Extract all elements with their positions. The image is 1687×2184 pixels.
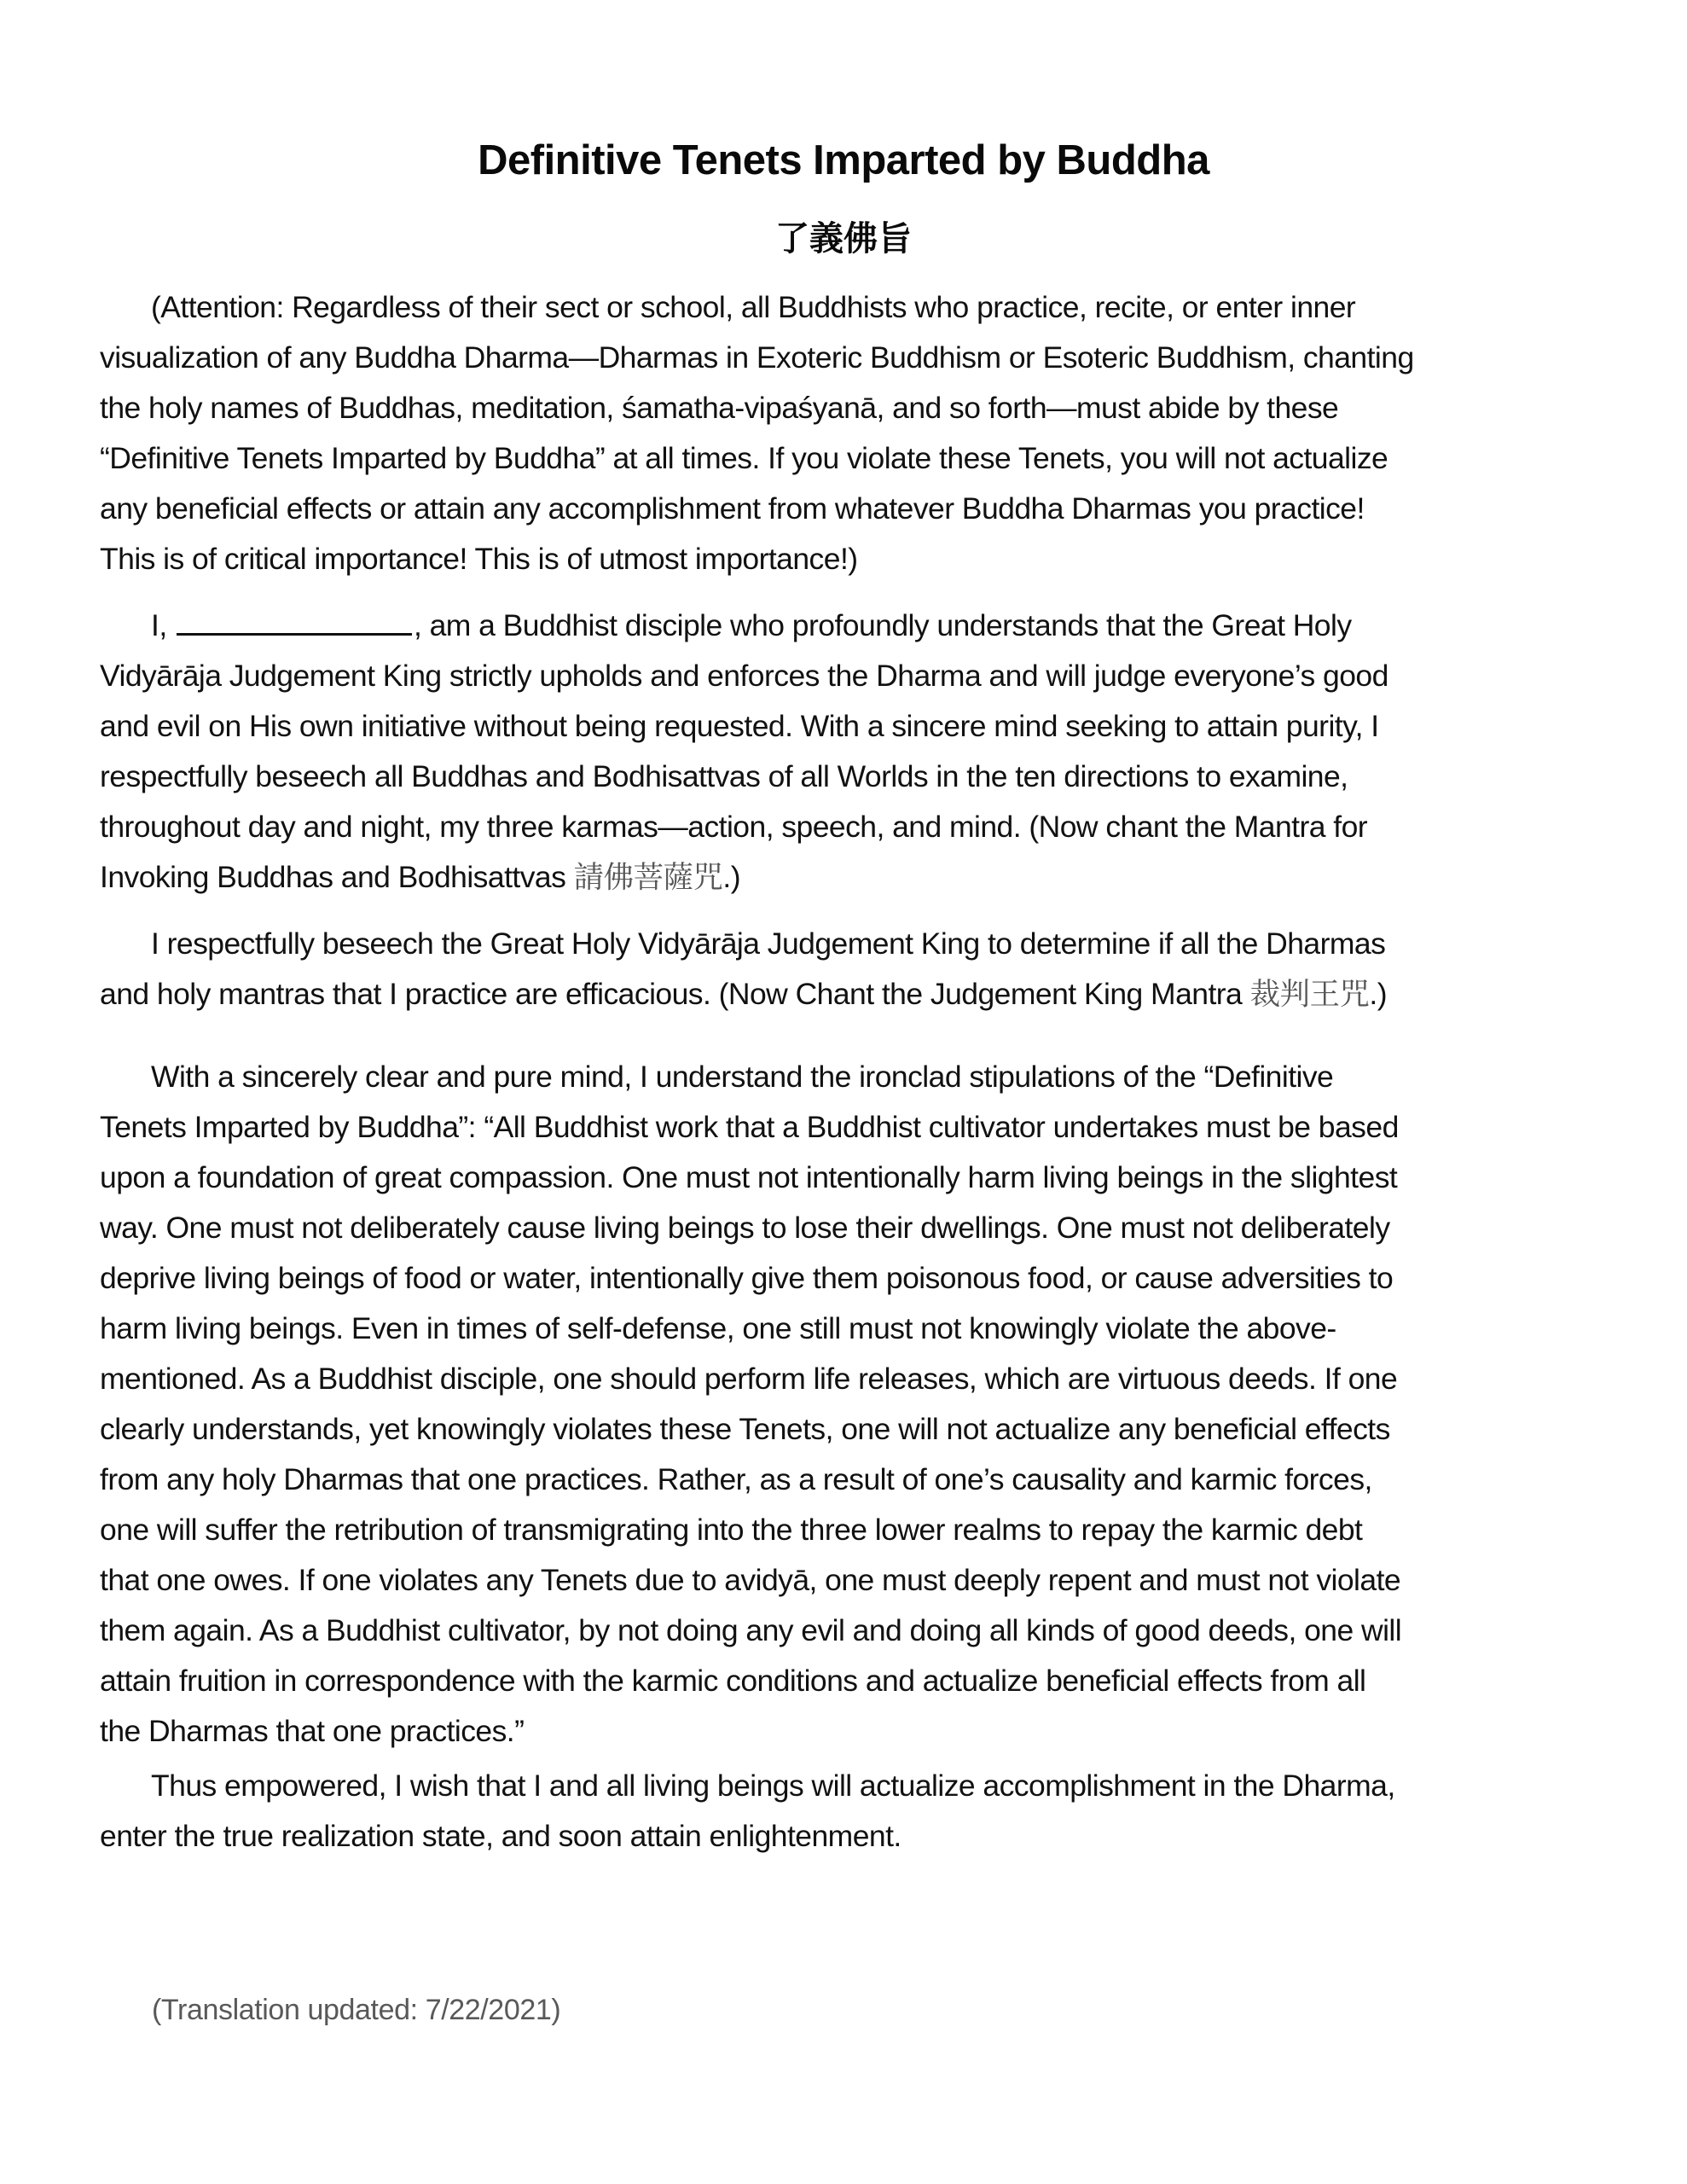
paragraph-stipulations [100, 1052, 1584, 1757]
text-line: Tenets Imparted by Buddha”: “All Buddhist work that a Buddhist cultivator undertakes must be based [100, 1110, 1399, 1144]
text-line: any beneficial effects or attain any accomplishment from whatever Buddha Dharmas you practice! [100, 491, 1365, 526]
translation-updated-note: (Translation updated: 7/22/2021) [152, 1994, 561, 2026]
document-title: Definitive Tenets Imparted by Buddha [478, 137, 1209, 183]
text-line: clearly understands, yet knowingly violates these Tenets, one will not actualize any beneficial effects [100, 1412, 1390, 1446]
text-line: Thus empowered, I wish that I and all living beings will actualize accomplishment in the Dharma, [151, 1769, 1395, 1803]
text-line: enter the true realization state, and soon attain enlightenment. [100, 1819, 901, 1853]
paragraph-beseech [100, 919, 1584, 1019]
text-line: one will suffer the retribution of transmigrating into the three lower realms to repay the karmic debt [100, 1513, 1363, 1547]
document-subtitle-cjk: 了義佛旨 [775, 220, 912, 258]
text-line: harm living beings. Even in times of self-defense, one still must not knowingly violate the above- [100, 1311, 1336, 1345]
text-line [100, 969, 1584, 1019]
text-line: This is of critical importance! This is of utmost importance!) [100, 542, 858, 576]
closing-punctuation: .) [722, 860, 740, 894]
text-line: them again. As a Buddhist cultivator, by not doing any evil and doing all kinds of good deeds, one will [100, 1613, 1402, 1647]
text-line: the Dharmas that one practices.” [100, 1714, 525, 1748]
text-line: deprive living beings of food or water, intentionally give them poisonous food, or cause adversities to [100, 1261, 1394, 1295]
mantra-instruction-text: Invoking Buddhas and Bodhisattvas [100, 860, 574, 894]
text-line: throughout day and night, my three karmas—action, speech, and mind. (Now chant the Mantra for [100, 810, 1368, 844]
text-line: “Definitive Tenets Imparted by Buddha” at all times. If you violate these Tenets, you will not actualize [100, 441, 1388, 475]
declaration-suffix: , am a Buddhist disciple who profoundly understands that the Great Holy [413, 608, 1352, 642]
paragraph-declaration [100, 601, 1584, 903]
text-line: visualization of any Buddha Dharma—Dharmas in Exoteric Buddhism or Esoteric Buddhism, chanting [100, 340, 1414, 375]
closing-punctuation: .) [1369, 977, 1387, 1011]
text-line: mentioned. As a Buddhist disciple, one should perform life releases, which are virtuous deeds. If one [100, 1362, 1398, 1396]
mantra-name-cjk: 請佛菩薩咒 [573, 860, 723, 895]
text-line: the holy names of Buddhas, meditation, śamatha-vipaśyanā, and so forth—must abide by these [100, 391, 1339, 425]
text-line: way. One must not deliberately cause living beings to lose their dwellings. One must not deliberately [100, 1211, 1390, 1245]
declaration-prefix: I, [151, 608, 167, 642]
text-line: and evil on His own initiative without being requested. With a sincere mind seeking to attain purity, I [100, 709, 1379, 743]
text-line: from any holy Dharmas that one practices. Rather, as a result of one’s causality and karmic forces, [100, 1462, 1372, 1496]
text-line: Vidyārāja Judgement King strictly upholds and enforces the Dharma and will judge everyone’s good [100, 659, 1388, 693]
paragraph-dedication [100, 1761, 1584, 1862]
paragraph-attention [100, 282, 1584, 584]
text-line [100, 852, 1584, 903]
text-line [100, 601, 1584, 651]
text-line: I respectfully beseech the Great Holy Vidyārāja Judgement King to determine if all the Dharmas [151, 926, 1386, 961]
text-line: attain fruition in correspondence with the karmic conditions and actualize beneficial effects from all [100, 1664, 1366, 1698]
text-line: respectfully beseech all Buddhas and Bodhisattvas of all Worlds in the ten directions to examine, [100, 759, 1348, 793]
text-line: (Attention: Regardless of their sect or school, all Buddhists who practice, recite, or enter inner [151, 290, 1356, 324]
name-blank-field[interactable] [177, 607, 412, 636]
text-line: that one owes. If one violates any Tenets due to avidyā, one must deeply repent and must not violate [100, 1563, 1401, 1597]
mantra-name-cjk: 裁判王咒 [1249, 977, 1370, 1012]
mantra-instruction-text: and holy mantras that I practice are efficacious. (Now Chant the Judgement King Mantra [100, 977, 1250, 1011]
text-line: upon a foundation of great compassion. One must not intentionally harm living beings in the slightest [100, 1160, 1398, 1194]
text-line: With a sincerely clear and pure mind, I understand the ironclad stipulations of the “Definitive [151, 1060, 1334, 1094]
